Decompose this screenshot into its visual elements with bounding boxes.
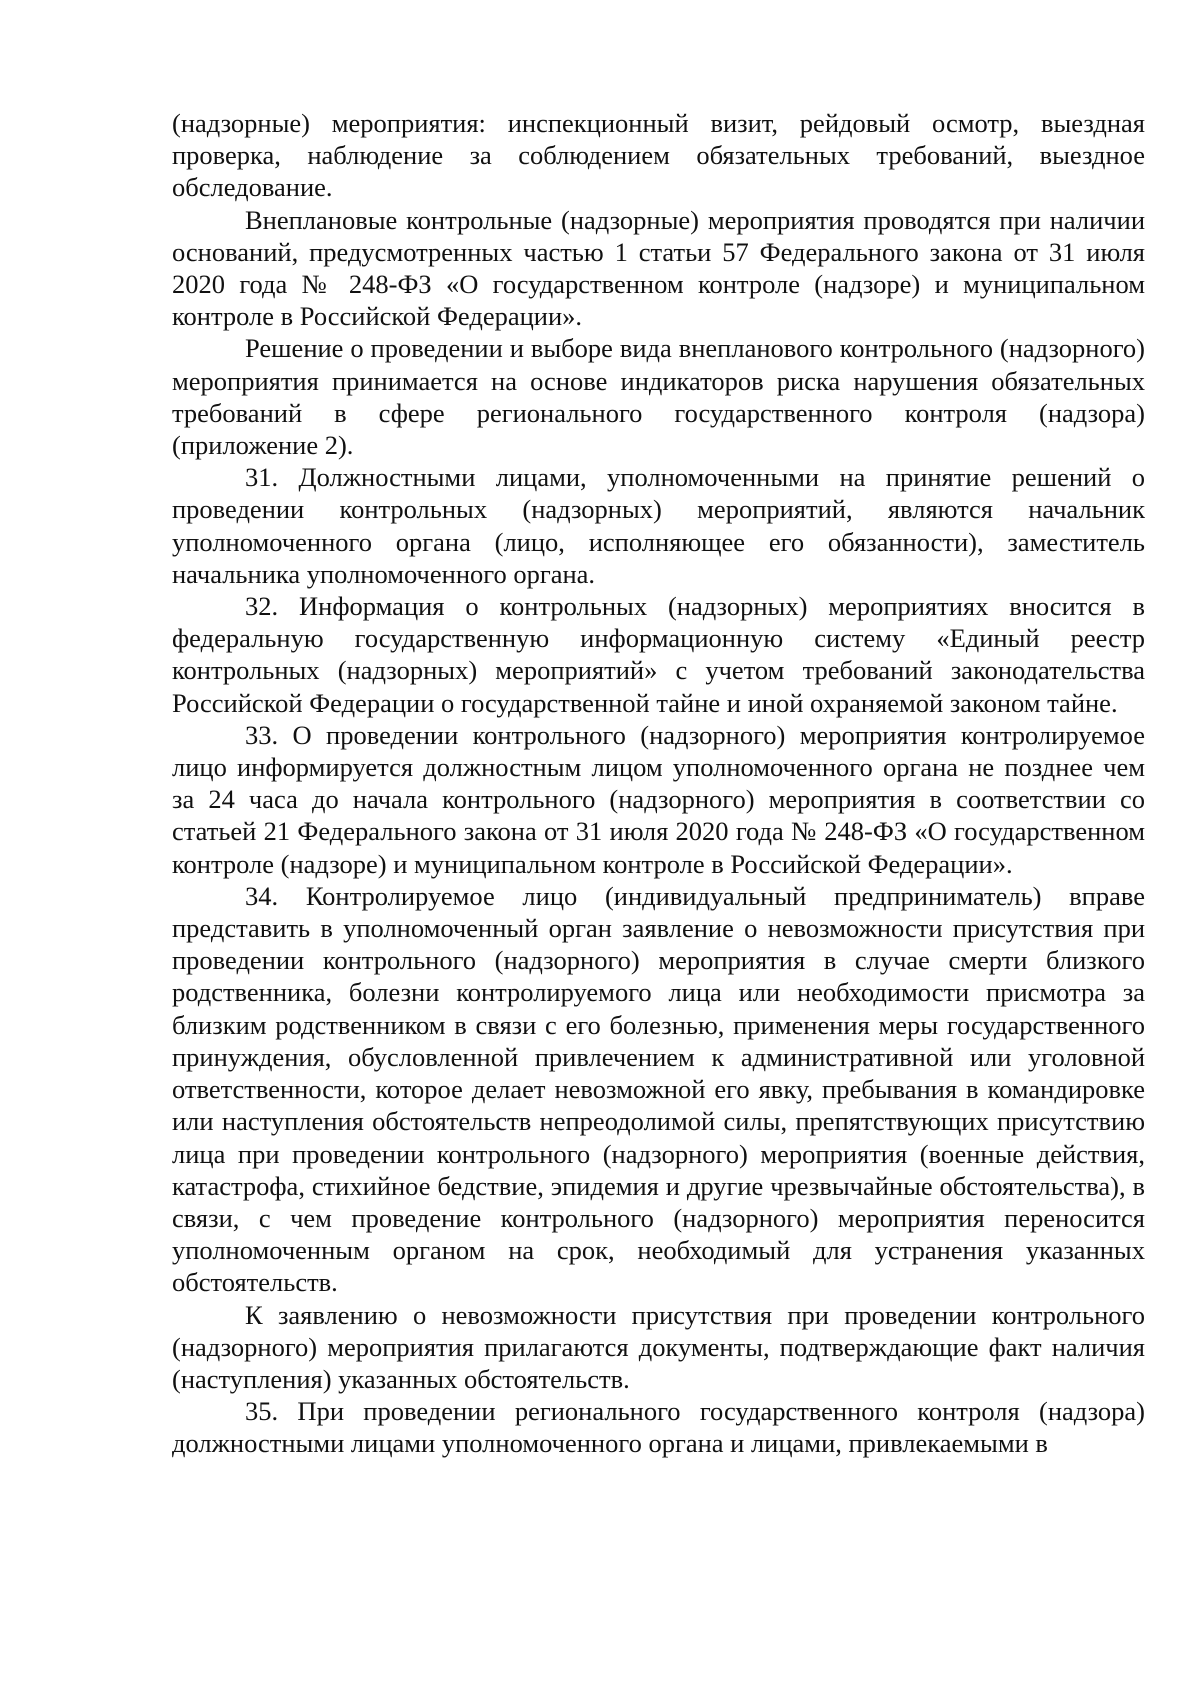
paragraph-34-absence-statement: 34. Контролируемое лицо (индивидуальный предприниматель) вправе представить в уполномоченный орган заявление о невозможности присутствия при проведении контрольного (надзорного) мероприятия в случае смерти близкого родственника, болезни контролируемого лица или необходимости присмотра за близким родственником в связи с его болезнью, применения меры государственного принуждения, обусловленной привлечением к административной или уголовной ответственности, которое делает невозможной его явку, пребывания в командировке или наступления обстоятельств непреодолимой силы, препятствующих присутствию лица при проведении контрольного (надзорного) мероприятия (военные действия, катастрофа, стихийное бедствие, эпидемия и другие чрезвычайные обстоятельства), в связи, с чем проведение контрольного (надзорного) мероприятия переносится уполномоченным органом на срок, необходимый для устранения указанных обстоятельств. (172, 880, 1145, 1298)
paragraph-inspection-types: (надзорные) мероприятия: инспекционный визит, рейдовый осмотр, выездная проверка, наблюдение за соблюдением обязательных требований, выездное обследование. (172, 108, 1145, 203)
paragraph-32-registry: 32. Информация о контрольных (надзорных) мероприятиях вносится в федеральную государственную информационную систему «Единый реестр контрольных (надзорных) мероприятий» с учетом требований законодательства Российской Федерации о государственной тайне и иной охраняемой законом тайне. (172, 591, 1145, 718)
paragraph-33-notification: 33. О проведении контрольного (надзорного) мероприятия контролируемое лицо информируется должностным лицом уполномоченного органа не позднее чем за 24 часа до начала контрольного (надзорного) мероприятия в соответствии со статьей 21 Федерального закона от 31 июля 2020 года № 248-ФЗ «О государственном контроле (надзоре) и муниципальном контроле в Российской Федерации». (172, 719, 1145, 879)
paragraph-35-control-conduct: 35. При проведении регионального государственного контроля (надзора) должностными лицами уполномоченного органа и лицами, привлекаемыми в (172, 1396, 1145, 1459)
paragraph-unscheduled-grounds: Внеплановые контрольные (надзорные) мероприятия проводятся при наличии оснований, предусмотренных частью 1 статьи 57 Федерального закона от 31 июля 2020 года № 248-ФЗ «О государственном контроле (надзоре) и муниципальном контроле в Российской Федерации». (172, 204, 1145, 332)
paragraph-31-officials: 31. Должностными лицами, уполномоченными на принятие решений о проведении контрольных (надзорных) мероприятий, являются начальник уполномоченного органа (лицо, исполняющее его обязанности), заместитель начальника уполномоченного органа. (172, 462, 1145, 589)
paragraph-attached-documents: К заявлению о невозможности присутствия при проведении контрольного (надзорного) мероприятия прилагаются документы, подтверждающие факт наличия (наступления) указанных обстоятельств. (172, 1299, 1145, 1394)
document-page (172, 107, 1145, 1460)
paragraph-risk-indicators: Решение о проведении и выборе вида внепланового контрольного (надзорного) мероприятия принимается на основе индикаторов риска нарушения обязательных требований в сфере регионального государственного контроля (надзора) (приложение 2). (172, 333, 1145, 461)
